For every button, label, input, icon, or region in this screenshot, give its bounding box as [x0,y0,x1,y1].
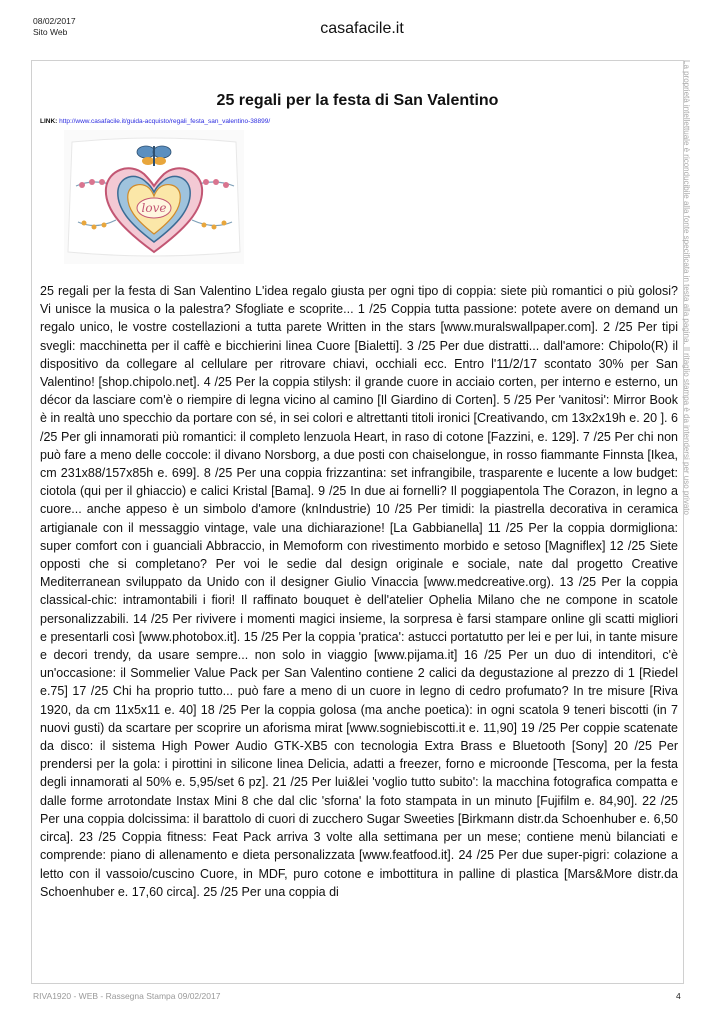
article-link [40,118,270,125]
header-date: 08/02/2017 [33,16,76,26]
link-label: LINK: [40,118,58,125]
article-body: 25 regali per la festa di San Valentino L'idea regalo giusta per ogni tipo di coppia: siete più romantici o più golosi? Vi unisce la musica o la palestra? Sfogliate e scoprite... 1 /25 Coppia tutta passione: potete avere on demand un regalo unico, le vostre costellazioni a tutta parete Written in the stars [www.muralswallpaper.com]. 2 /25 Per tipi svegli: macchinetta per il caffè e bicchierini linea Cuore [Bialetti]. 3 /25 Per due distratti... dall'amore: Chipolo(R) il dispositivo da collegare al cellulare per ritrovare chiavi, occhiali ecc. Entro l'11/2/17 scontato 30% per San Valentino! [shop.chipolo.net]. 4 /25 Per la coppia stilysh: il grande cuore in acciaio corten, per interno e esterno, un décor da lasciare com'è o riempire di legna vicino al camino [Il Giardino di Corten]. 5 /25 Per 'vanitosi': Mirror Book è in realtà uno specchio da portare con sé, in sei colori e altrettanti titoli ironici [Creativando, cm 13x2x19h e. 20 ]. 6 /25 Per gli innamorati più romantici: il completo lenzuola Heart, in raso di cotone [Fazzini, e. 129]. 7 /25 Per chi non può fare a meno delle coccole: il divano Norsborg, a due posti con chaiselongue, in rosso fiammante Finnsta [Ikea, cm 231x88/157x85h e. 699]. 8 /25 Per una coppia frizzantina: set infrangibile, trasparente e lucente a low budget: ciotola (qui per il ghiaccio) e calici Kristal [Bama]. 9 /25 In due ai fornelli? Il poggiapentola The Corazon, in legno a cuore... anche appeso è un simbolo d'amore (knIndustrie) 10 /25 Per timidi: la piastrella decorativa in ceramica artigianale con il messaggio vintage, vale una dichiarazione! [La Gabbianella] 11 /25 Per la coppia dormigliona: super comfort con i guanciali Abbraccio, in Memoform con rivestimento morbido e setoso [Magniflex] 12 /25 Siete opposti che si completano? Per voi le sedie dal design originale e sociale, nate dal progetto Creative Mediterranean sviluppato da Unido con il designer Giulio Vinaccia [www.medcreative.org). 13 /25 Per la coppia classical-chic: intramontabili i fiori! Il raffinato bouquet è dell'atelier Ophelia Milano che ne compone in scatole personalizzabili. 14 /25 Per rivivere i momenti magici insieme, la sorpresa è farsi stampare online gli scatti migliori e presentarli così [www.photobox.it]. 15 /25 Per la coppia 'pratica': astucci portatutto per lei e per lui, in tante misure e decori trendy, da usare sempre... non solo in viaggio [www.pijama.it] 16 /25 Per un duo di intenditori, c'è un'occasione: il Sommelier Value Pack per San Valentino contiene 2 calici da degustazione al prezzo di 1 [Riedel e.75] 17 /25 Chi ha proprio tutto... può fare a meno di un cuore in legno di cedro profumato? In tre misure [Riva 1920, da cm 11x5x11 e. 40] 18 /25 Per la coppia golosa (ma anche poetica): in ogni scatola 9 teneri biscotti (in 7 nuovi gusti) da scartare per scoprire un aforisma mirat [www.sogniebiscotti.it e. 11,90] 19 /25 Per coppie scatenate da disco: il sistema High Power Audio GTK-XB5 con tecnologia Extra Brass e Bluetooth [Sony] 20 /25 Per prendersi per la gola: i pirottini in silicone linea Delicia, adatti a freezer, forno e microonde [Tescoma, per la festa degli innamorati al 50% e. 5,95/set 6 pz]. 21 /25 Per lui&lei 'voglio tutto subito': la macchina fotografica compatta e dalle forme arrotondate Instax Mini 8 che dal clic 'sforna' la foto stampata in un minuto [Fujifilm e. 84,90]. 22 /25 Per una coppia dolcissima: il barattolo di cuori di zucchero Sugar Sweeties [Birkmann distr.da Schoenhuber e. 6,50 circa]. 23 /25 Coppia fitness: Feat Pack arriva 3 volte alla settimana per un mese; contiene menù bilanciati e comprende: piano di allenamento e dieta personalizzata [www.featfood.it]. 24 /25 Per due super-pigri: colazione a letto con il vassoio/cuscino Cuore, in MDF, puro cotone e imbottitura in palline di plastica [Mars&More distr.da Schoenhuber e. 17,60 circa]. 25 /25 Per una coppia di [40,284,678,899]
header-site-name: casafacile.it [320,20,404,37]
copyright-side-note [682,60,703,620]
header-source-type: Sito Web [33,27,68,37]
article-title: 25 regali per la festa di San Valentino [216,92,499,109]
copyright-text: La proprietà intellettuale è riconducibile alla fonte specificata in testa alla pagina. Il ritaglio stampa è da intendersi per uso privato [682,60,691,515]
footer-press-review: RIVA1920 - WEB - Rassegna Stampa 09/02/2017 [33,991,221,1001]
pillow-heart-image [64,130,244,264]
footer-page-number: 4 [676,991,681,1001]
link-url[interactable]: http://www.casafacile.it/guida-acquisto/regali_festa_san_valentino-38899/ [59,118,271,125]
pillow-love-text: love [141,201,167,215]
